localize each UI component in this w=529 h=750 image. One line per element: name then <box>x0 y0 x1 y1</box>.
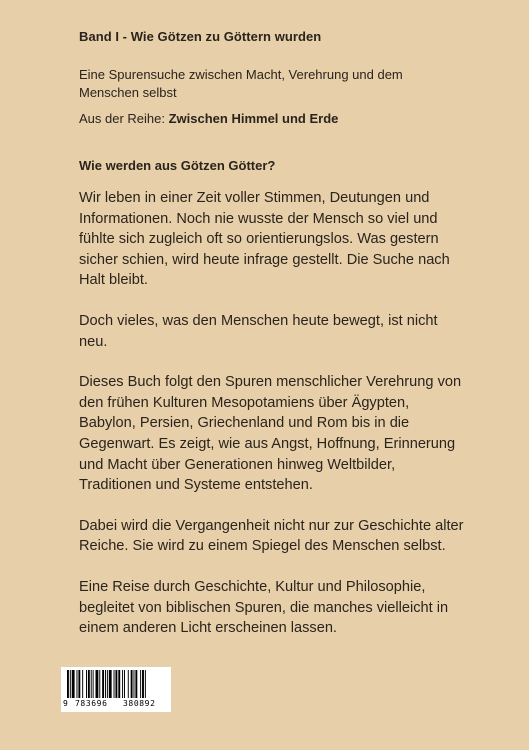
barcode-bar <box>145 670 146 698</box>
barcode-bar <box>82 670 83 698</box>
series-prefix: Aus der Reihe: <box>79 111 169 126</box>
barcode-bar <box>96 670 99 698</box>
barcode-bar <box>67 670 69 698</box>
barcode-bar <box>86 670 87 698</box>
barcode-bar <box>128 670 129 698</box>
blurb-paragraph: Doch vieles, was den Menschen heute bewegt, ist nicht neu. <box>79 312 438 350</box>
barcode-bar <box>78 670 80 698</box>
barcode-bar <box>109 670 112 698</box>
blurb-question: Wie werden aus Götzen Götter? <box>79 158 276 173</box>
barcode-bar <box>107 670 108 698</box>
barcode-right-digits: 380892 <box>123 699 156 708</box>
barcode-bar <box>131 670 133 698</box>
barcode-bar <box>93 670 94 698</box>
barcode-bars <box>67 670 167 700</box>
barcode-left-digits: 783696 <box>75 699 108 708</box>
barcode-bar <box>77 670 78 698</box>
barcode-bar <box>140 670 141 698</box>
barcode-bar <box>135 670 137 698</box>
subtitle: Eine Spurensuche zwischen Macht, Verehrung und dem Menschen selbst <box>79 67 403 100</box>
barcode-bar <box>88 670 90 698</box>
barcode-bar <box>72 670 75 698</box>
blurb-paragraph: Dieses Buch folgt den Spuren menschlicher Verehrung von den frühen Kulturen Mesopotamiens über Ägypten, Babylon, Persien, Griechenland und Rom bis in die Gegenwart. Es zeigt, wie aus Angst, Hoffnung, Erinnerung und Macht über Generationen hinweg Weltbilder, Traditionen und Systeme entstehen. <box>79 374 462 494</box>
barcode-bar <box>134 670 135 698</box>
series-line <box>79 111 338 126</box>
barcode-bar <box>124 670 125 698</box>
band-title: Band I - Wie Götzen zu Göttern wurden <box>79 29 322 44</box>
barcode-bar <box>122 670 123 698</box>
barcode-bar <box>118 670 120 698</box>
series-name: Zwischen Himmel und Erde <box>168 111 339 126</box>
barcode-bar <box>70 670 71 698</box>
barcode-lead-digit: 9 <box>63 699 68 708</box>
barcode-bar <box>142 670 144 698</box>
barcode-bar <box>114 670 115 698</box>
isbn-barcode <box>61 667 171 712</box>
barcode-bar <box>91 670 92 698</box>
blurb-body <box>79 188 469 659</box>
blurb-paragraph: Eine Reise durch Geschichte, Kultur und Philosophie, begleitet von biblischen Spuren, die manches vielleicht in einem anderen Licht erscheinen lassen. <box>79 578 449 637</box>
barcode-bar <box>105 670 106 698</box>
barcode-bar <box>115 670 117 698</box>
barcode-bar <box>102 670 104 698</box>
blurb-paragraph: Dabei wird die Vergangenheit nicht nur zur Geschichte alter Reiche. Sie wird zu einem Spiegel des Menschen selbst. <box>79 517 464 555</box>
blurb-paragraph: Wir leben in einer Zeit voller Stimmen, Deutungen und Informationen. Noch nie wusste der Mensch so viel und fühlte sich zugleich oft so orientierungslos. Was gestern sicher schien, wird heute infrage gestellt. Die Suche nach Halt bleibt. <box>79 190 450 289</box>
barcode-bar <box>99 670 100 698</box>
